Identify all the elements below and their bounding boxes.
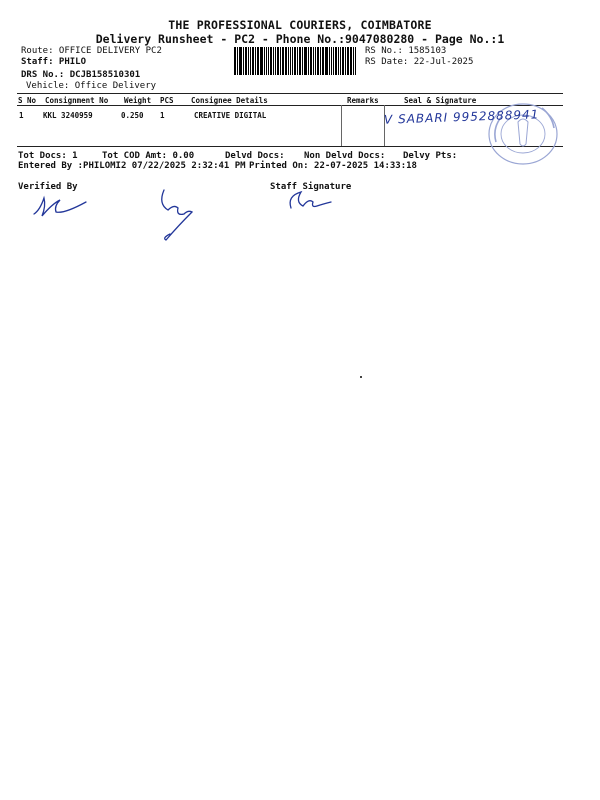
barcode-bar [331, 47, 332, 75]
rs-date: RS Date: 22-Jul-2025 [365, 57, 474, 67]
table-header-rule [17, 105, 563, 106]
handwritten-receiver-note: V SABARI 9952888941 [383, 107, 540, 127]
barcode-bar [245, 47, 247, 75]
document-subtitle: Delivery Runsheet - PC2 - Phone No.:9047080280 - Page No.:1 [95, 32, 505, 46]
barcode-bar [292, 47, 293, 75]
drs-number: DRS No.: DCJB158510301 [21, 70, 141, 80]
barcode-image [234, 47, 359, 75]
barcode-bar [248, 47, 249, 75]
barcode-bar [317, 47, 319, 75]
delivered-docs: Delvd Docs: [225, 151, 285, 161]
verifier-signature [30, 188, 92, 220]
cell-consignee: CREATIVE DIGITAL [194, 111, 267, 120]
barcode-bar [257, 47, 259, 75]
cell-sno: 1 [19, 111, 24, 120]
header-pcs: PCS [160, 96, 174, 105]
vehicle-label: Vehicle: Office Delivery [26, 81, 157, 91]
barcode-bar [282, 47, 284, 75]
barcode-bar [355, 47, 356, 75]
table-top-rule [17, 93, 563, 94]
barcode-bar [302, 47, 303, 75]
rs-number: RS No.: 1585103 [365, 46, 447, 56]
barcode-bar [250, 47, 251, 75]
barcode-bar [234, 47, 236, 75]
barcode-bar [304, 47, 307, 75]
route-label: Route: OFFICE DELIVERY PC2 [21, 46, 162, 56]
barcode-bar [345, 47, 346, 75]
barcode-bar [322, 47, 324, 75]
barcode-bar [273, 47, 274, 75]
barcode-bar [320, 47, 321, 75]
verified-by-label: Verified By [18, 182, 78, 192]
staff-signature [283, 186, 333, 216]
delivery-points: Delvy Pts: [403, 151, 458, 161]
barcode-bar [255, 47, 256, 75]
entered-by: Entered By :PHILOMI2 07/22/2025 2:32:41 PM [18, 161, 246, 171]
barcode-bar [310, 47, 312, 75]
barcode-bar [335, 47, 337, 75]
barcode-bar [239, 47, 242, 75]
barcode-bar [315, 47, 316, 75]
barcode-bar [270, 47, 272, 75]
cell-consignment: KKL 3240959 [43, 111, 93, 120]
barcode-bar [252, 47, 254, 75]
barcode-bar [277, 47, 279, 75]
barcode-bar [264, 47, 265, 75]
barcode-bar [353, 47, 354, 75]
barcode-bar [237, 47, 238, 75]
table-bottom-rule [17, 146, 563, 147]
barcode-bar [313, 47, 314, 75]
total-cod-amount: Tot COD Amt: 0.00 [102, 151, 195, 161]
non-delivered-docs: Non Delvd Docs: [304, 151, 386, 161]
barcode-bar [338, 47, 339, 75]
barcode-bar [280, 47, 281, 75]
barcode-bar [347, 47, 349, 75]
staff-label: Staff: PHILO [21, 57, 87, 67]
printed-on: Printed On: 22-07-2025 14:33:18 [249, 161, 417, 171]
barcode-bar [268, 47, 269, 75]
barcode-bar [294, 47, 296, 75]
stray-mark [360, 376, 362, 378]
barcode-bar [350, 47, 352, 75]
handler-signature [150, 186, 200, 242]
barcode-bar [260, 47, 263, 75]
cell-pcs: 1 [160, 111, 165, 120]
barcode-bar [243, 47, 244, 75]
barcode-bar [297, 47, 298, 75]
staff-signature-label: Staff Signature [270, 182, 352, 192]
barcode-bar [308, 47, 309, 75]
barcode-bar [275, 47, 276, 75]
barcode-bar [290, 47, 291, 75]
header-weight: Weight [124, 96, 152, 105]
barcode-bar [299, 47, 301, 75]
document-title: THE PROFESSIONAL COURIERS, COIMBATORE [168, 18, 432, 32]
barcode-bar [340, 47, 341, 75]
barcode-bar [342, 47, 344, 75]
barcode-bar [325, 47, 328, 75]
barcode-bar [266, 47, 267, 75]
column-divider-remarks [341, 105, 342, 146]
header-remarks: Remarks [347, 96, 379, 105]
header-consignee: Consignee Details [191, 96, 268, 105]
barcode-bar [329, 47, 330, 75]
barcode-bar [333, 47, 334, 75]
total-docs: Tot Docs: 1 [18, 151, 78, 161]
barcode-bar [288, 47, 289, 75]
cell-weight: 0.250 [121, 111, 144, 120]
header-seal: Seal & Signature [404, 96, 477, 105]
header-consignment: Consignment No [45, 96, 109, 105]
barcode-bar [285, 47, 287, 75]
header-sno: S No [18, 96, 37, 105]
